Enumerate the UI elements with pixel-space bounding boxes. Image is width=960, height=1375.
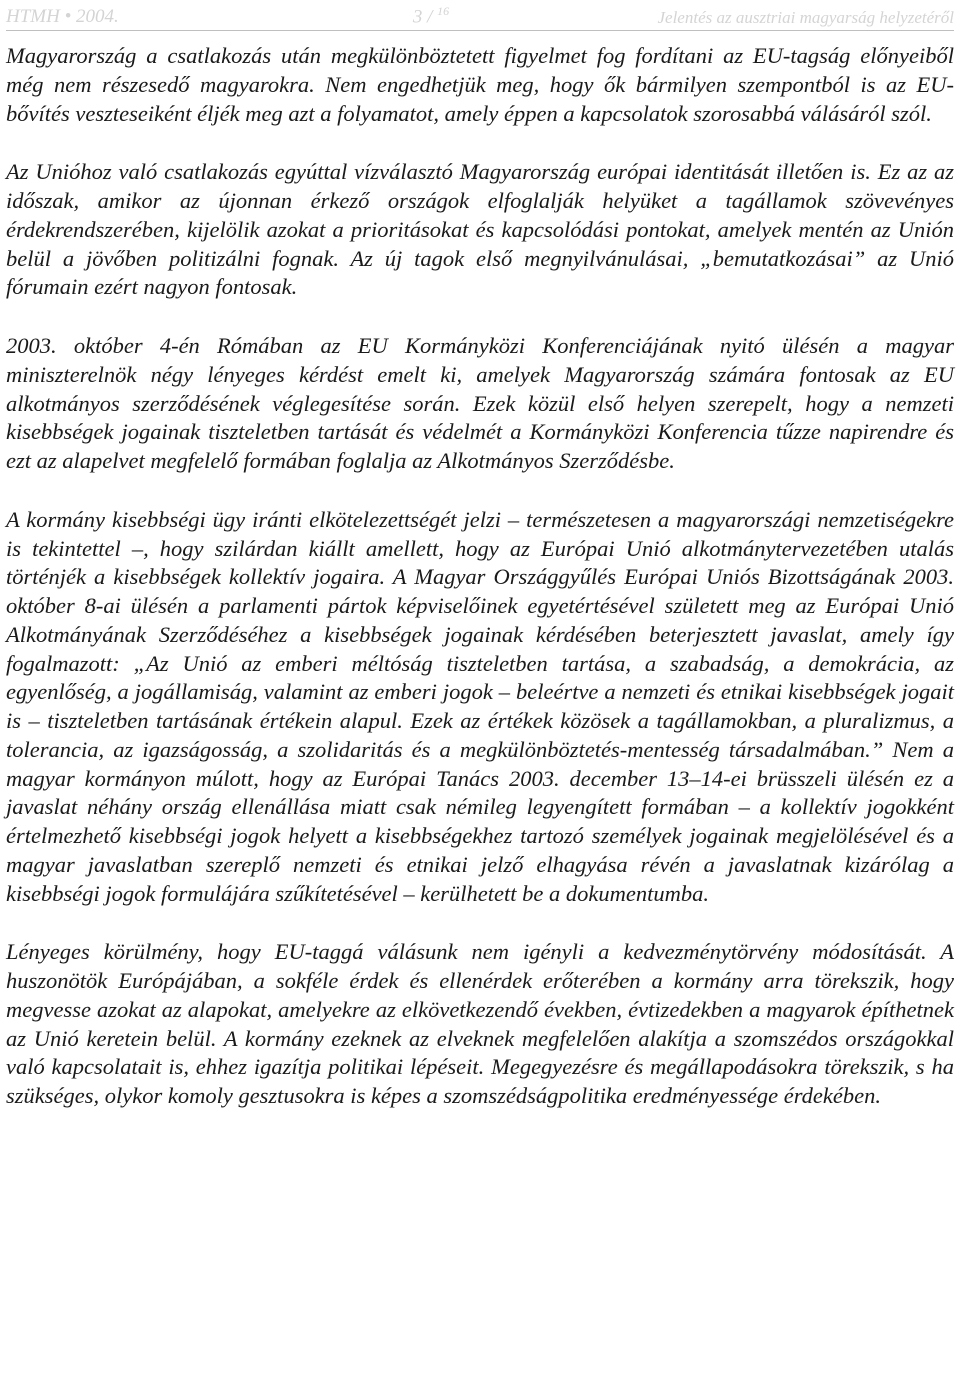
header-publication: HTMH • 2004. (6, 6, 119, 27)
body-paragraph: Magyarország a csatlakozás után megkülönböztetett figyelmet fog fordítani az EU-tagság előnyeiből még nem részesedő magyarokra. Nem engedhetjük meg, hogy ők bármilyen szempontból is az EU-bővítés veszteseiként éljék meg azt a folyamatot, amely éppen a kapcsolatok szorosabbá válásáról szól. (6, 43, 954, 126)
body-paragraph: Az Unióhoz való csatlakozás egyúttal vízválasztó Magyarország európai identitását illetően is. Ez az az időszak, amikor az újonnan érkező országok elfoglalják helyüket a tagállamok szövevényes érdekrendszerében, kijelölik azokat a prioritásokat és kapcsolódási pontokat, amelyek mentén az Unión belül a jövőben politizálni fognak. Az új tagok első megnyilvánulásai, „bemutatkozásai” az Unió fórumain ezért nagyon fontosak. (6, 159, 954, 300)
body-paragraph: A kormány kisebbségi ügy iránti elkötelezettségét jelzi – természetesen a magyarországi nemzetiségekre is tekintettel –, hogy szilárdan kiállt amellett, hogy az Európai Unió alkotmánytervezetében utalás történjék a kisebbségek kollektív jogaira. A Magyar Országgyűlés Európai Uniós Bizottságának 2003. október 8-ai ülésén a parlamenti pártok képviselőinek egyetértésével született meg az Európai Unió Alkotmányának Szerződéséhez a kisebbségek jogainak kérdésében beterjesztett javaslat, amely így fogalmazott: „Az Unió az emberi méltóság tiszteletben tartása, a szabadság, a demokrácia, az egyenlőség, a jogállamiság, valamint az emberi jogok – beleértve a nemzeti és etnikai kisebbségek jogait is – tiszteletben tartásának értékein alapul. Ezek az értékek közösek a tagállamokban, a pluralizmus, a tolerancia, az igazságosság, a szolidaritás és a megkülönböztetés-mentesség társadalmában.” Nem a magyar kormányon múlott, hogy az Európai Tanács 2003. december 13–14-ei brüsszeli ülésén ez a javaslat néhány ország ellenállása miatt csak némileg legyengített formában – a kollektív jogokként értelmezhető kisebbségi jogok helyett a kisebbségekhez tartozó személyek jogainak megjelölésével és a magyar javaslatban szereplő nemzeti és etnikai jelző elhagyása révén a javaslatnak kizárólag a kisebbségi jogok formulájára szűkítetésével – kerülhetett be a dokumentumba. (6, 506, 954, 906)
running-header (6, 0, 954, 31)
body-paragraph: 2003. október 4-én Rómában az EU Kormányközi Konferenciájának nyitó ülésén a magyar miniszterelnök négy lényeges kérdést emelt ki, amelyek Magyarország számára fontosak az EU alkotmányos szerződésének véglegesítése során. Ezek közül első helyen szerepelt, hogy a nemzeti kisebbségek jogainak tiszteletben tartását és védelmét a Kormányközi Konferencia tűzze napirendre és ezt az alapelvet megfelelő formában foglalja az Alkotmányos Szerződésbe. (6, 333, 954, 473)
header-document-title: Jelentés az ausztriai magyarság helyzetéről (657, 8, 954, 27)
header-page-total: 16 (437, 3, 450, 18)
header-page-number (306, 4, 556, 28)
header-page-current: 3 / (412, 6, 438, 27)
body-paragraph: Lényeges körülmény, hogy EU-taggá válásunk nem igényli a kedvezménytörvény módosítását. A huszonötök Európájában, a sokféle érdek és ellenérdek erőterében a kormány arra törekszik, hogy megvesse azokat az alapokat, amelyekre az elkövetkezendő években, évtizedekben a magyarok építhetnek az Unió keretein belül. A kormány ezeknek az elveknek megfelelően alakítja a szomszédos országokkal való kapcsolatait is, ehhez igazítja politikai lépéseit. Megegyezésre és megállapodásokra törekszik, s ha szükséges, olykor komoly gesztusokra is képes a szomszédságpolitika eredményessége érdekében. (6, 939, 954, 1108)
document-body (6, 42, 954, 1111)
document-page (6, 0, 954, 1111)
